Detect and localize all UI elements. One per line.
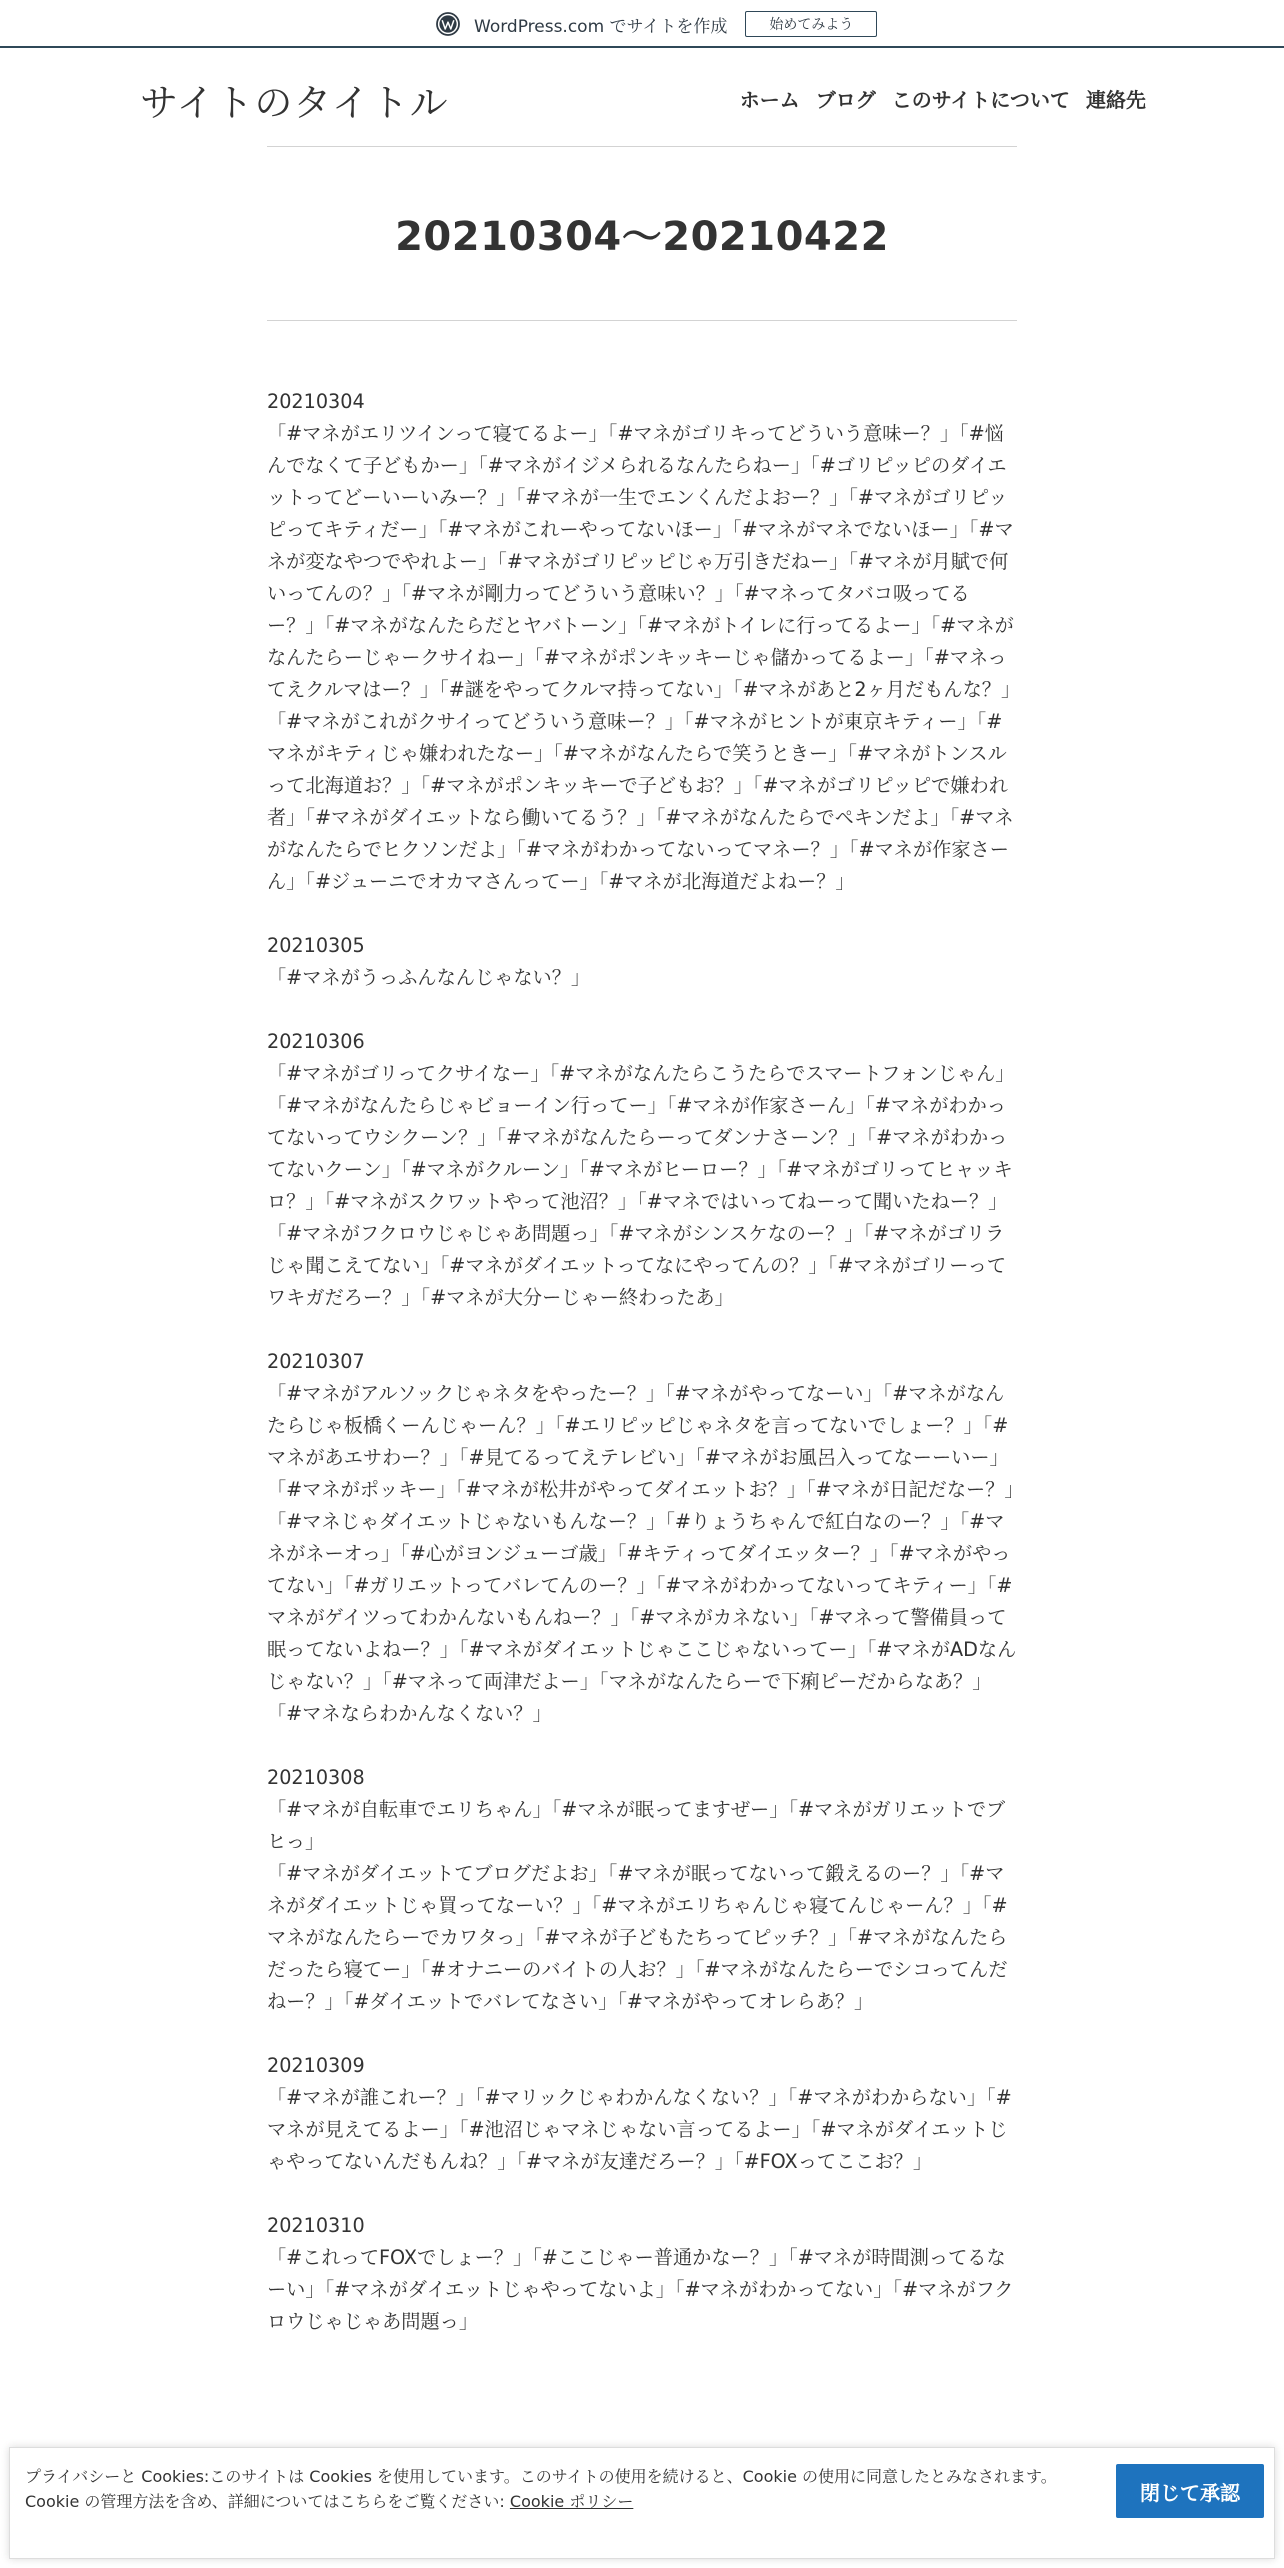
- promo-bar-text[interactable]: WordPress.com でサイトを作成: [474, 16, 728, 37]
- header-divider: [267, 146, 1017, 147]
- site-title[interactable]: サイトのタイトル: [140, 81, 449, 125]
- entry-text: 「#これってFOXでしょー？」「#ここじゃー普通かなー？」「#マネが時間測ってるなーい」「#マネがダイエットじゃやってないよ」「#マネがわかってない」「#マネがフクロウじゃじゃあ問題っ」: [267, 2246, 1014, 2333]
- cookie-policy-link[interactable]: Cookie ポリシー: [509, 2492, 634, 2511]
- entry-date: 20210307: [267, 1350, 365, 1373]
- cookie-details-text: Cookie の管理方法を含め、詳細についてはこちらをご覧ください:: [25, 2492, 510, 2511]
- nav-item-contact[interactable]: 連絡先: [1086, 88, 1146, 112]
- entry: [267, 2050, 1017, 2178]
- get-started-button[interactable]: 始めてみよう: [745, 11, 877, 37]
- entry: [267, 1762, 1017, 2018]
- entry-date: 20210309: [267, 2054, 365, 2077]
- close-and-accept-button[interactable]: 閉じて承認: [1116, 2464, 1264, 2518]
- entry-date: 20210310: [267, 2214, 365, 2237]
- entry-text: 「#マネがゴリってクサイなー」「#マネがなんたらこうたらでスマートフォンじゃん」「#マネがなんたらじゃビョーイン行ってー」「#マネが作家さーん」「#マネがわかってないってウシクーン？」「#マネがなんたらーってダンナさーン？」「#マネがわかってないクーン」「#マネがクルーン」「#マネがヒーロー？」「#マネがゴリってヒャッキロ？」「#マネがスクワットやって池沼？」「#マネではいってねーって聞いたねー？」「#マネがフクロウじゃじゃあ問題っ」「#マネがシンスケなのー？」「#マネがゴリラじゃ聞こえてない」「#マネがダイエットってなにやってんの？」「#マネがゴリーってワキガだろー？」「#マネが大分ーじゃー終わったあ」: [267, 1062, 1015, 1309]
- page-title: 20210304～20210422: [395, 214, 889, 260]
- entry: [267, 1346, 1017, 1730]
- entry: [267, 930, 1017, 994]
- cookie-banner: [9, 2447, 1275, 2559]
- entry-text: 「#マネがエリツインって寝てるよー」「#マネがゴリキってどういう意味ー？」「#悩んでなくて子どもかー」「#マネがイジメられるなんたらねー」「#ゴリピッピのダイエットってどーいーいみー？」「#マネが一生でエンくんだよおー？」「#マネがゴリピッピってキティだー」「#マネがこれーやってないほー」「#マネがマネでないほー」「#マネが変なやつでやれよー」「#マネがゴリピッピじゃ万引きだねー」「#マネが月賦で何いってんの？」「#マネが剛力ってどういう意味い？」「#マネってタバコ吸ってるー？」「#マネがなんたらだとヤバトーン」「#マネがトイレに行ってるよー」「#マネがなんたらーじゃークサイねー」「#マネがポンキッキーじゃ儲かってるよー」「#マネってえクルマはー？」「#謎をやってクルマ持ってない」「#マネがあと2ヶ月だもんな？」「#マネがこれがクサイってどういう意味ー？」「#マネがヒントが東京キティー」「#マネがキティじゃ嫌われたなー」「#マネがなんたらで笑うときー」「#マネがトンスルって北海道お？」「#マネがポンキッキーで子どもお？」「#マネがゴリピッピで嫌われ者」「#マネがダイエットなら働いてるう？」「#マネがなんたらでペキンだよ」「#マネがなんたらでヒクソンだよ」「#マネがわかってないってマネー？」「#マネが作家さーん」「#ジューニでオカマさんってー」「#マネが北海道だよねー？」: [267, 422, 1014, 893]
- entry: [267, 2210, 1017, 2338]
- entry-date: 20210306: [267, 1030, 365, 1053]
- promo-bar-inner: [436, 10, 877, 38]
- entry: [267, 1026, 1017, 1314]
- entry-text: 「#マネがアルソックじゃネタをやったー？」「#マネがやってなーい」「#マネがなんたらじゃ板橋くーんじゃーん？」「#エリピッピじゃネタを言ってないでしょー？」「#マネがあエサわー？」「#見てるってえテレビい」「#マネがお風呂入ってなーーいー」「#マネがポッキー」「#マネが松井がやってダイエットお？」「#マネが日記だなー？」「#マネじゃダイエットじゃないもんなー？」「#りょうちゃんで紅白なのー？」「#マネがネーオっ」「#心がヨンジューゴ歳」「#キティってダイエッター？」「#マネがやってない」「#ガリエットってバレてんのー？」「#マネがわかってないってキティー」「#マネがゲイツってわかんないもんねー？」「#マネがカネない」「#マネって警備員って眠ってないよねー？」「#マネがダイエットじゃここじゃないってー」「#マネがADなんじゃない？」「#マネって両津だよー」「マネがなんたらーで下痢ピーだからなあ？」「#マネならわかんなくない？」: [267, 1382, 1017, 1725]
- entry: [267, 386, 1017, 898]
- wordpress-logo-icon[interactable]: [436, 12, 460, 36]
- cookie-details: [25, 2489, 1065, 2514]
- main-nav: [740, 84, 1146, 113]
- entry-text: 「#マネが誰これー？」「#マリックじゃわかんなくない？」「#マネがわからない」「#マネが見えてるよー」「#池沼じゃマネじゃない言ってるよー」「#マネがダイエットじゃやってないんだもんね？」「#マネが友達だろー？」「#FOXってここお？」: [267, 2086, 1012, 2173]
- cookie-notice: プライバシーと Cookies:このサイトは Cookies を使用しています。このサイトの使用を続けると、Cookie の使用に同意したとみなされます。: [25, 2467, 1057, 2486]
- title-divider: [267, 320, 1017, 321]
- wordpress-promo-bar: [0, 0, 1284, 48]
- entry-date: 20210304: [267, 390, 365, 413]
- cookie-text: [25, 2464, 1065, 2514]
- nav-item-home[interactable]: ホーム: [739, 88, 800, 112]
- entry-text: 「#マネが自転車でエリちゃん」「#マネが眠ってますぜー」「#マネがガリエットでブヒっ」 「#マネがダイエットてブログだよお」「#マネが眠ってないって鍛えるのー？」「#マネがダイエットじゃ買ってなーい？」「#マネがエリちゃんじゃ寝てんじゃーん？」「#マネがなんたらーでカワタっ」「#マネが子どもたちってピッチ？」「#マネがなんたらだったら寝てー」「#オナニーのバイトの人お？」「#マネがなんたらーでシコってんだねー？」「#ダイエットでバレてなさい」「#マネがやってオレらあ？」: [267, 1798, 1008, 2013]
- nav-item-about[interactable]: このサイトについて: [891, 88, 1070, 112]
- entry-date: 20210308: [267, 1766, 365, 1789]
- entry-text: 「#マネがうっふんなんじゃない？」: [267, 966, 591, 989]
- entry-date: 20210305: [267, 934, 365, 957]
- nav-item-blog[interactable]: ブログ: [815, 88, 876, 112]
- post-content: [267, 386, 1017, 2370]
